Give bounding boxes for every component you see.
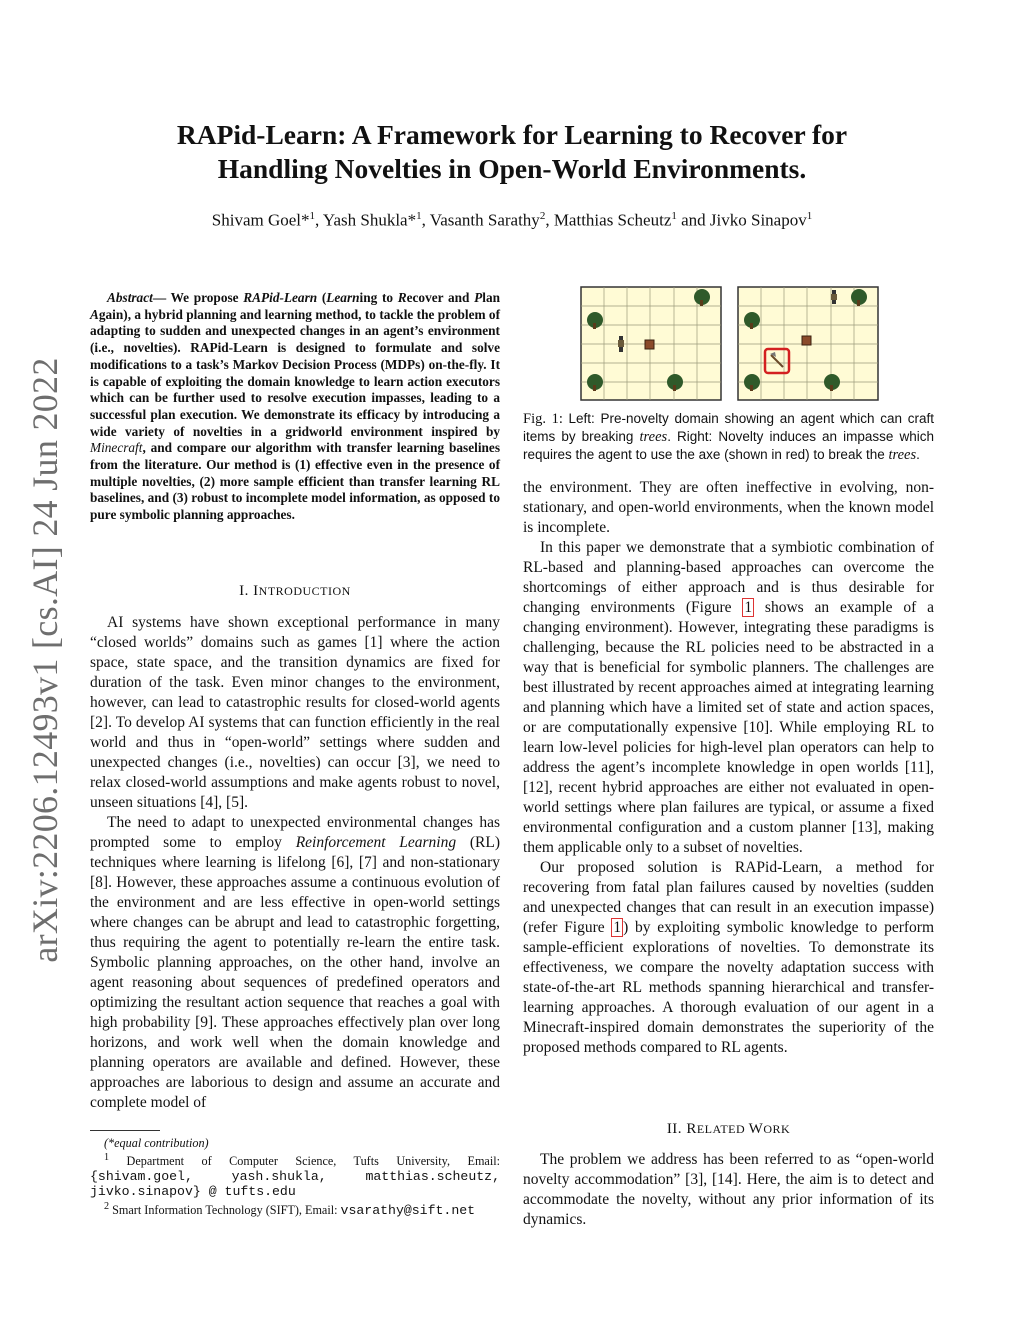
section-title: NTRODUCTION [258,584,351,598]
figure-ref-link[interactable]: 1 [744,599,753,616]
caption-text: Left: Pre-novelty domain showing an agent which can craft items by breaking [523,411,935,444]
affiliation-mark: 1 [671,210,677,222]
paragraph [523,538,934,858]
abstract-text: gain), a hybrid planning and learning method, to tackle the problem of adapting to sudden and unexpected changes in an agent’s environment (i.e., novelties). RAPid-Learn is designed to formulate and solve modifications to a task’s Markov Decision Process (MDPs) on-the-fly. It is capable of exploiting the domain knowledge to learn action executors which can be further used to resolve execution impasses, leading to a successful plan execution. We demonstrate its efficacy by introducing a wide variety of novelties in a gridworld environment inspired by [90,306,500,439]
affiliation-mark: 1 [309,210,316,222]
figure-ref-link[interactable]: 1 [613,919,622,936]
title-line-2: Handling Novelties in Open-World Environments. [217,153,807,184]
footnotes [90,1136,500,1219]
right-column-body [523,478,934,1058]
section-title: R [686,1121,697,1137]
title-line-1: RAPid-Learn: A Framework for Learning to Recover for [176,119,848,150]
paper-title [150,118,874,186]
abstract-text: ing to [359,290,398,305]
section-title: I [253,583,259,599]
crafting-table-icon [645,340,654,349]
abstract-text: Learn [326,290,360,305]
figure-caption [523,410,934,464]
crafting-table-icon [802,336,811,345]
caption-label: Fig. 1: [523,411,569,427]
abstract-text: ( [317,290,327,305]
abstract-label: Abstract [107,290,153,305]
email-link[interactable]: {shivam.goel, yash.shukla, matthias.scheutz, jivko.sinapov} @ tufts.edu [90,1168,500,1200]
arxiv-sidebar [20,357,70,963]
author-name: and Jivko Sinapov [676,210,807,230]
author-name: , Matthias Scheutz [545,210,672,230]
section-title: W [748,1121,764,1137]
paragraph-text: The need to adapt to unexpected environmental changes has prompted some to employ [90,814,500,851]
abstract-text: lan [482,290,500,305]
abstract-text: , and compare our algorithm with transfer learning baselines from the literature. Our method is (1) effective even in the presence of multiple novelties, (2) more sample efficient than transfer learning RL baselines, and (3) robust to incomplete model information, as opposed to pure symbolic planning approaches. [90,440,500,523]
figure-grid-right [737,286,879,401]
method-name: RAPid-Learn [243,290,318,305]
abstract-text: R [397,290,407,305]
footnote-1 [90,1151,500,1200]
paragraph: The problem we address has been referred to as “open-world novelty accommodation” [3], [14]. Here, the aim is to detect and accommodate the novelty, without any prior information of its dynamics. [523,1151,934,1228]
footnote-mark: 2 [104,1201,110,1213]
paragraph-text: shows an example of a changing environment). However, integrating these paradigms is challenging, because the RL policies need to be abstracted in a way that is beneficial for symbolic planners. The challenges are best illustrated by recent approaches aimed at integrating learning and planning which have a limited set of state and action spaces, or are computationally expensive [10]. While employing RL to learn low-level policies for high-level plan operators can help to address the agent’s incomplete knowledge in open worlds [11], [12], recent hybrid approaches are either not evaluated in open-world settings where plan failures are typical, or assume a fixed environmental configuration and a custom planner [13], making them applicable only to a subset of novelties. [523,599,934,856]
figure-grid-left [580,286,722,401]
abstract-text: — We propose [152,290,244,305]
abstract-text: P [474,290,483,305]
affiliation-mark: 1 [416,210,422,222]
affiliation-mark: 2 [539,210,546,222]
section-heading-related-work [523,1121,934,1138]
footnote-text: Smart Information Technology (SIFT), Email: [109,1203,341,1218]
emphasis: Reinforcement Learning [295,834,457,851]
paragraph: AI systems have shown exceptional performance in many “closed worlds” domains such as games [1] where the action space, state space, and the transition dynamics are fixed for duration of the task. Even minor changes to the environment, however, can lead to catastrophic results for closed-world agents [2]. To develop AI systems that can function efficiently in the real world and thus in “open-world” settings where sudden and unexpected changes (i.e., novelties) can occur [3], we need to relax closed-world assumptions and make agents robust to novel, unseen situations [4], [5]. [90,614,500,811]
author-list [120,210,904,231]
section-number: I. [239,583,254,599]
footnote-rule [90,1130,160,1131]
author-name: , Yash Shukla* [315,210,417,230]
paragraph [90,813,500,1113]
paragraph-text: In this paper we demonstrate that a symbiotic combination of RL-based and planning-based approaches can overcome the shortcomings of either approach and is thus desirable for changing environments (Figure [523,539,934,616]
author-name: Shivam Goel* [211,210,310,230]
footnote-2 [90,1200,500,1219]
section-title: ELATED [696,1122,749,1136]
affiliation-mark: 1 [806,210,813,222]
footnote-mark: 1 [104,1151,110,1163]
related-work-body [523,1150,934,1230]
author-name: , Vasanth Sarathy [421,210,540,230]
abstract-text: Minecraft [90,440,143,456]
paragraph [523,858,934,1058]
abstract-text: A [90,306,99,322]
footnote-equal: (*equal contribution) [104,1136,209,1150]
paragraph: the environment. They are often ineffective in evolving, non-stationary, and open-world environments, when the known model is incomplete. [523,479,934,536]
section-heading-introduction [90,583,500,600]
paragraph-text: Our proposed solution is RAPid-Learn, a method for recovering from fatal plan failures caused by novelties (sudden and unexpected changes that can result in an execution impasse) (refer Figure [523,859,934,936]
caption-text: . Right: Novelty induces an impasse which requires the agent to use the axe (shown in red) to break the [523,429,934,462]
caption-emphasis: trees [639,429,668,445]
introduction-body [90,613,500,1113]
caption-emphasis: trees [888,447,917,463]
caption-text: . [916,447,920,462]
footnote-text: Department of Computer Science, Tufts University, Email: [109,1153,500,1168]
paragraph-text: (RL) techniques where learning is lifelong [6], [7] and non-stationary [8]. However, these approaches assume a continuous evolution of the environment and are less effective in open-world settings where changes can be abrupt and lead to catastrophic forgetting, thus requiring the agent to potentially re-learn the entire task. Symbolic planning approaches, on the other hand, involve an agent reasoning about sequences of predefined operators and optimizing the resultant action sequence that reaches a goal with high probability [9]. These approaches effectively plan over long horizons, and work well when the domain knowledge and planning operators are available and defined. However, these approaches are laborious to design and assume an accurate and complete model of [90,834,500,1111]
abstract-text: ecover and [406,290,475,305]
email-link[interactable]: vsarathy@sift.net [340,1203,476,1219]
section-title: ORK [763,1122,791,1136]
paragraph-text: ) by exploiting symbolic knowledge to perform sample-efficient explorations of novelties. To demonstrate its effectiveness, we compare the novelty adaptation success with state-of-the-art RL methods spanning hierarchical and transfer-learning approaches. A thorough evaluation of our agent in a Minecraft-inspired domain demonstrates the superiority of the proposed methods compared to RL agents. [523,919,934,1056]
arxiv-id: arXiv:2206.12493v1 [cs.AI] 24 Jun 2022 [25,357,65,963]
abstract [90,290,500,524]
section-number: II. [666,1121,687,1137]
